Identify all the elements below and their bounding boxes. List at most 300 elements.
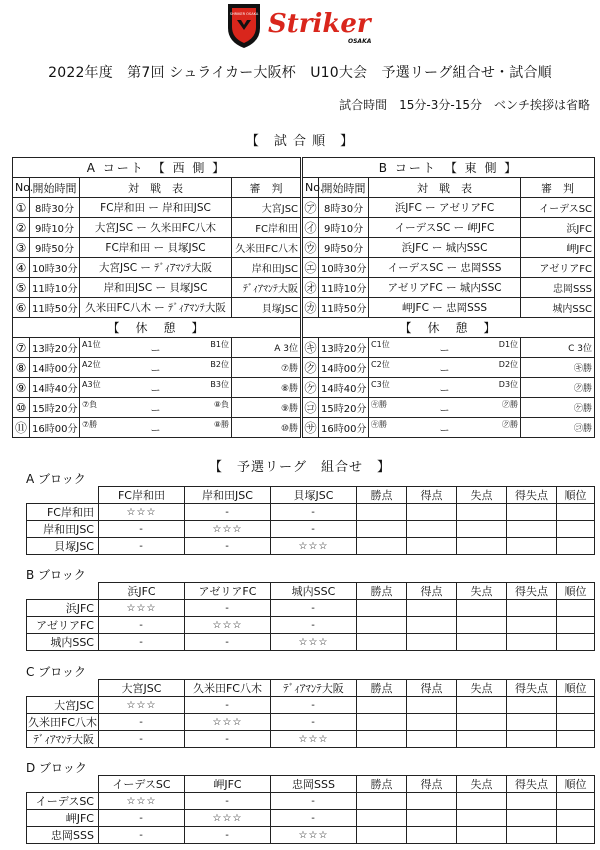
table-row <box>27 504 595 521</box>
stat-cell <box>457 538 507 555</box>
self-match-mark: ☆☆☆ <box>271 538 357 555</box>
match-pairing: 大宮JSC ー 久米田FC八木 <box>80 218 232 238</box>
self-match-mark: ☆☆☆ <box>185 521 271 538</box>
slot-right-team: ㋗勝 <box>502 400 519 409</box>
stat-cell <box>457 617 507 634</box>
schedule-row <box>13 238 595 258</box>
team-row-header: ﾃﾞｨｱﾏﾝﾃ大阪 <box>27 731 99 748</box>
result-cell: - <box>271 617 357 634</box>
referee-team: 城内SSC <box>521 298 595 318</box>
match-number: ㋕ <box>302 298 319 318</box>
slot-dash: ー <box>439 386 450 397</box>
stat-cell <box>557 714 595 731</box>
striker-osaka-logo <box>220 0 390 50</box>
referee-team: C 3位 <box>521 338 595 358</box>
team-row-header: 貝塚JSC <box>27 538 99 555</box>
table-row <box>27 731 595 748</box>
stat-cell <box>357 714 407 731</box>
stat-cell <box>407 810 457 827</box>
stat-cell <box>507 538 557 555</box>
team-column-header: 大宮JSC <box>99 680 185 697</box>
match-slot <box>369 398 521 418</box>
header-no: No. <box>13 178 30 198</box>
stat-cell <box>407 731 457 748</box>
match-pairing: 大宮JSC ー ﾃﾞｨｱﾏﾝﾃ大阪 <box>80 258 232 278</box>
self-match-mark: ☆☆☆ <box>185 810 271 827</box>
match-number: ㋙ <box>302 398 319 418</box>
start-time: 15時20分 <box>319 398 369 418</box>
match-number: ③ <box>13 238 30 258</box>
stat-cell <box>557 634 595 651</box>
break-label-b: 【 休 憩 】 <box>302 318 595 338</box>
stat-cell <box>357 600 407 617</box>
team-row-header: 岸和田JSC <box>27 521 99 538</box>
referee-team: ⑧勝 <box>232 378 302 398</box>
result-cell: - <box>185 538 271 555</box>
stat-column-header: 失点 <box>457 583 507 600</box>
stat-cell <box>457 810 507 827</box>
match-slot <box>369 338 521 358</box>
slot-left-team: ⑦負 <box>82 400 98 409</box>
referee-team: ㋖勝 <box>521 358 595 378</box>
header-match: 対 戦 表 <box>80 178 232 198</box>
match-slot <box>369 378 521 398</box>
team-row-header: 久米田FC八木 <box>27 714 99 731</box>
table-row <box>27 538 595 555</box>
start-time: 14時40分 <box>30 378 80 398</box>
stat-cell <box>507 793 557 810</box>
team-row-header: アゼリアFC <box>27 617 99 634</box>
stat-column-header: 失点 <box>457 680 507 697</box>
match-number: ④ <box>13 258 30 278</box>
slot-dash: ー <box>150 346 161 357</box>
schedule-row <box>13 198 595 218</box>
match-order-heading: 【 試 合 順 】 <box>245 134 355 149</box>
stat-cell <box>357 731 407 748</box>
stat-column-header: 失点 <box>457 776 507 793</box>
referee-team: 忠岡SSS <box>521 278 595 298</box>
self-match-mark: ☆☆☆ <box>271 731 357 748</box>
start-time: 16時00分 <box>319 418 369 438</box>
stat-cell <box>407 634 457 651</box>
team-column-header: 久米田FC八木 <box>185 680 271 697</box>
block-title: C ブロック <box>26 665 86 679</box>
stat-cell <box>557 810 595 827</box>
match-number: ② <box>13 218 30 238</box>
stat-column-header: 順位 <box>557 583 595 600</box>
referee-team: 久米田FC八木 <box>232 238 302 258</box>
schedule-row <box>13 398 595 418</box>
block-title: D ブロック <box>26 761 87 775</box>
stat-cell <box>507 600 557 617</box>
match-slot <box>369 418 521 438</box>
stat-column-header: 得失点 <box>507 776 557 793</box>
stat-column-header: 順位 <box>557 487 595 504</box>
team-row-header: FC岸和田 <box>27 504 99 521</box>
slot-right-team: ⑧勝 <box>213 420 229 429</box>
match-pairing: イーデスSC ー 岬JFC <box>369 218 521 238</box>
stat-cell <box>507 714 557 731</box>
stat-cell <box>507 504 557 521</box>
referee-team: 貝塚JSC <box>232 298 302 318</box>
stat-column-header: 得失点 <box>507 487 557 504</box>
table-row <box>27 827 595 844</box>
match-slot <box>80 418 232 438</box>
start-time: 9時10分 <box>319 218 369 238</box>
schedule-table <box>12 157 595 438</box>
team-column-header: 城内SSC <box>271 583 357 600</box>
league-table <box>26 486 595 555</box>
match-slot <box>80 378 232 398</box>
stat-cell <box>357 617 407 634</box>
stat-cell <box>507 731 557 748</box>
header-referee: 審 判 <box>232 178 302 198</box>
team-column-header: アゼリアFC <box>185 583 271 600</box>
stat-cell <box>457 634 507 651</box>
stat-cell <box>507 521 557 538</box>
start-time: 9時10分 <box>30 218 80 238</box>
slot-left-team: C1位 <box>371 340 390 349</box>
table-row <box>27 714 595 731</box>
self-match-mark: ☆☆☆ <box>99 504 185 521</box>
stat-cell <box>557 697 595 714</box>
match-number: ㋒ <box>302 238 319 258</box>
stat-cell <box>407 697 457 714</box>
result-cell: - <box>99 714 185 731</box>
slot-left-team: C3位 <box>371 380 390 389</box>
stat-cell <box>557 600 595 617</box>
match-number: ㋑ <box>302 218 319 238</box>
match-number: ⑪ <box>13 418 30 438</box>
stat-cell <box>457 600 507 617</box>
slot-left-team: C2位 <box>371 360 390 369</box>
referee-team: イーデスSC <box>521 198 595 218</box>
match-number: ⑨ <box>13 378 30 398</box>
result-cell: - <box>99 827 185 844</box>
schedule-row <box>13 338 595 358</box>
match-number: ㋚ <box>302 418 319 438</box>
header-match: 対 戦 表 <box>369 178 521 198</box>
league-table <box>26 679 595 748</box>
stat-cell <box>507 697 557 714</box>
referee-team: 浜JFC <box>521 218 595 238</box>
team-column-header: 貝塚JSC <box>271 487 357 504</box>
stat-column-header: 順位 <box>557 776 595 793</box>
start-time: 13時20分 <box>319 338 369 358</box>
self-match-mark: ☆☆☆ <box>185 617 271 634</box>
start-time: 9時50分 <box>319 238 369 258</box>
table-row <box>27 793 595 810</box>
result-cell: - <box>185 827 271 844</box>
match-pairing: 浜JFC ー アゼリアFC <box>369 198 521 218</box>
stat-column-header: 得点 <box>407 487 457 504</box>
match-pairing: アゼリアFC ー 城内SSC <box>369 278 521 298</box>
result-cell: - <box>271 504 357 521</box>
team-column-header: ﾃﾞｨｱﾏﾝﾃ大阪 <box>271 680 357 697</box>
match-slot <box>369 358 521 378</box>
stat-cell <box>357 634 407 651</box>
stat-column-header: 順位 <box>557 680 595 697</box>
stat-cell <box>507 827 557 844</box>
stat-cell <box>457 827 507 844</box>
match-number: ⑤ <box>13 278 30 298</box>
match-time-rule: 試合時間 15分-3分-15分 ベンチ挨拶は省略 <box>339 98 590 112</box>
stat-cell <box>507 810 557 827</box>
match-number: ㋘ <box>302 378 319 398</box>
slot-right-team: D1位 <box>498 340 519 349</box>
schedule-row <box>13 418 595 438</box>
team-column-header: 忠岡SSS <box>271 776 357 793</box>
slot-dash: ー <box>439 426 450 437</box>
header-no: No. <box>302 178 319 198</box>
corner-cell <box>27 680 99 697</box>
stat-cell <box>407 538 457 555</box>
slot-dash: ー <box>439 366 450 377</box>
match-number: ㋓ <box>302 258 319 278</box>
match-pairing: 岸和田JSC ー 貝塚JSC <box>80 278 232 298</box>
court-a-title: A コート 【 西 側 】 <box>13 158 302 178</box>
start-time: 11時50分 <box>30 298 80 318</box>
logo-wordmark: Striker <box>268 9 371 39</box>
match-pairing: 岬JFC ー 忠岡SSS <box>369 298 521 318</box>
start-time: 14時00分 <box>319 358 369 378</box>
start-time: 9時50分 <box>30 238 80 258</box>
logo-emblem-text: SHRIKER OSAKA <box>229 12 259 16</box>
header-start-time: 開始時間 <box>319 178 369 198</box>
slot-right-team: D2位 <box>498 360 519 369</box>
result-cell: - <box>271 697 357 714</box>
self-match-mark: ☆☆☆ <box>99 697 185 714</box>
referee-team: ㋙勝 <box>521 418 595 438</box>
corner-cell <box>27 776 99 793</box>
stat-cell <box>557 504 595 521</box>
slot-right-team: B3位 <box>210 380 229 389</box>
stat-cell <box>407 617 457 634</box>
stat-cell <box>357 697 407 714</box>
stat-column-header: 勝点 <box>357 487 407 504</box>
result-cell: - <box>99 634 185 651</box>
table-row <box>27 634 595 651</box>
schedule-row <box>13 218 595 238</box>
stat-cell <box>557 827 595 844</box>
stat-cell <box>457 793 507 810</box>
slot-dash: ー <box>439 406 450 417</box>
start-time: 14時00分 <box>30 358 80 378</box>
stat-cell <box>457 714 507 731</box>
table-row <box>27 697 595 714</box>
stat-column-header: 得失点 <box>507 680 557 697</box>
match-number: ⑦ <box>13 338 30 358</box>
stat-column-header: 得点 <box>407 680 457 697</box>
match-number: ⑥ <box>13 298 30 318</box>
stat-cell <box>557 617 595 634</box>
result-cell: - <box>271 793 357 810</box>
referee-team: 大宮JSC <box>232 198 302 218</box>
team-row-header: 大宮JSC <box>27 697 99 714</box>
slot-right-team: B2位 <box>210 360 229 369</box>
corner-cell <box>27 583 99 600</box>
team-row-header: 城内SSC <box>27 634 99 651</box>
table-row <box>27 600 595 617</box>
match-pairing: 浜JFC ー 城内SSC <box>369 238 521 258</box>
corner-cell <box>27 487 99 504</box>
slot-left-team: A3位 <box>82 380 101 389</box>
referee-team: 岬JFC <box>521 238 595 258</box>
schedule-row <box>13 298 595 318</box>
break-label-a: 【 休 憩 】 <box>13 318 302 338</box>
court-b-title: B コート 【 東 側 】 <box>302 158 595 178</box>
match-slot <box>80 398 232 418</box>
league-heading: 【 予選リーグ 組合せ 】 <box>208 460 391 475</box>
result-cell: - <box>185 634 271 651</box>
start-time: 13時20分 <box>30 338 80 358</box>
stat-cell <box>507 617 557 634</box>
stat-cell <box>357 538 407 555</box>
start-time: 10時30分 <box>319 258 369 278</box>
self-match-mark: ☆☆☆ <box>271 634 357 651</box>
stat-cell <box>407 600 457 617</box>
stat-cell <box>457 697 507 714</box>
stat-column-header: 得点 <box>407 776 457 793</box>
stat-column-header: 失点 <box>457 487 507 504</box>
result-cell: - <box>99 521 185 538</box>
stat-cell <box>407 793 457 810</box>
referee-team: ㋗勝 <box>521 378 595 398</box>
slot-dash: ー <box>439 346 450 357</box>
referee-team: ㋘勝 <box>521 398 595 418</box>
team-column-header: イーデスSC <box>99 776 185 793</box>
match-number: ㋔ <box>302 278 319 298</box>
stat-cell <box>357 810 407 827</box>
stat-cell <box>457 731 507 748</box>
team-column-header: 岸和田JSC <box>185 487 271 504</box>
result-cell: - <box>99 617 185 634</box>
stat-cell <box>357 793 407 810</box>
slot-right-team: ⑧負 <box>213 400 229 409</box>
stat-cell <box>407 827 457 844</box>
start-time: 8時30分 <box>319 198 369 218</box>
referee-team: 岸和田JSC <box>232 258 302 278</box>
stat-column-header: 得失点 <box>507 583 557 600</box>
referee-team: FC岸和田 <box>232 218 302 238</box>
start-time: 11時10分 <box>319 278 369 298</box>
stat-cell <box>407 521 457 538</box>
slot-left-team: ㋖勝 <box>371 400 388 409</box>
stat-cell <box>507 634 557 651</box>
self-match-mark: ☆☆☆ <box>185 714 271 731</box>
block-title: B ブロック <box>26 568 86 582</box>
table-row <box>27 617 595 634</box>
table-row <box>27 810 595 827</box>
referee-team: ⑩勝 <box>232 418 302 438</box>
team-row-header: 岬JFC <box>27 810 99 827</box>
result-cell: - <box>271 714 357 731</box>
start-time: 11時50分 <box>319 298 369 318</box>
stat-cell <box>557 521 595 538</box>
result-cell: - <box>271 521 357 538</box>
referee-team: ﾃﾞｨｱﾏﾝﾃ大阪 <box>232 278 302 298</box>
result-cell: - <box>185 793 271 810</box>
team-row-header: イーデスSC <box>27 793 99 810</box>
result-cell: - <box>185 697 271 714</box>
stat-cell <box>457 521 507 538</box>
slot-left-team: A1位 <box>82 340 101 349</box>
block-title: A ブロック <box>26 472 86 486</box>
result-cell: - <box>271 600 357 617</box>
schedule-row <box>13 278 595 298</box>
team-row-header: 忠岡SSS <box>27 827 99 844</box>
result-cell: - <box>99 538 185 555</box>
slot-dash: ー <box>150 406 161 417</box>
stat-column-header: 勝点 <box>357 680 407 697</box>
match-pairing: 久米田FC八木 ー ﾃﾞｨｱﾏﾝﾃ大阪 <box>80 298 232 318</box>
match-pairing: FC岸和田 ー 貝塚JSC <box>80 238 232 258</box>
table-row <box>27 521 595 538</box>
start-time: 10時30分 <box>30 258 80 278</box>
match-number: ㋗ <box>302 358 319 378</box>
match-number: ⑧ <box>13 358 30 378</box>
stat-cell <box>407 504 457 521</box>
match-number: ① <box>13 198 30 218</box>
stat-cell <box>357 521 407 538</box>
result-cell: - <box>99 731 185 748</box>
match-slot <box>80 358 232 378</box>
referee-team: A 3位 <box>232 338 302 358</box>
header-start-time: 開始時間 <box>30 178 80 198</box>
referee-team: ⑨勝 <box>232 398 302 418</box>
start-time: 15時20分 <box>30 398 80 418</box>
stat-cell <box>457 504 507 521</box>
stat-cell <box>357 827 407 844</box>
stat-cell <box>557 793 595 810</box>
stat-cell <box>557 538 595 555</box>
result-cell: - <box>185 504 271 521</box>
referee-team: ⑦勝 <box>232 358 302 378</box>
schedule-row <box>13 258 595 278</box>
self-match-mark: ☆☆☆ <box>99 793 185 810</box>
stat-column-header: 勝点 <box>357 776 407 793</box>
stat-cell <box>357 504 407 521</box>
start-time: 11時10分 <box>30 278 80 298</box>
result-cell: - <box>99 810 185 827</box>
slot-right-team: ㋗勝 <box>502 420 519 429</box>
stat-cell <box>557 731 595 748</box>
start-time: 16時00分 <box>30 418 80 438</box>
stat-column-header: 得点 <box>407 583 457 600</box>
slot-dash: ー <box>150 366 161 377</box>
match-number: ⑩ <box>13 398 30 418</box>
schedule-row <box>13 378 595 398</box>
start-time: 8時30分 <box>30 198 80 218</box>
start-time: 14時40分 <box>319 378 369 398</box>
match-pairing: イーデスSC ー 忠岡SSS <box>369 258 521 278</box>
self-match-mark: ☆☆☆ <box>99 600 185 617</box>
slot-left-team: ㋖勝 <box>371 420 388 429</box>
page-title: 2022年度 第7回 シュライカー大阪杯 U10大会 予選リーグ組合せ・試合順 <box>48 65 552 81</box>
logo-subtext: OSAKA <box>348 38 372 45</box>
slot-left-team: ⑦勝 <box>82 420 98 429</box>
team-column-header: FC岸和田 <box>99 487 185 504</box>
slot-left-team: A2位 <box>82 360 101 369</box>
stat-cell <box>407 714 457 731</box>
team-column-header: 岬JFC <box>185 776 271 793</box>
slot-dash: ー <box>150 426 161 437</box>
league-table <box>26 775 595 844</box>
match-number: ㋐ <box>302 198 319 218</box>
stat-column-header: 勝点 <box>357 583 407 600</box>
referee-team: アゼリアFC <box>521 258 595 278</box>
match-slot <box>80 338 232 358</box>
